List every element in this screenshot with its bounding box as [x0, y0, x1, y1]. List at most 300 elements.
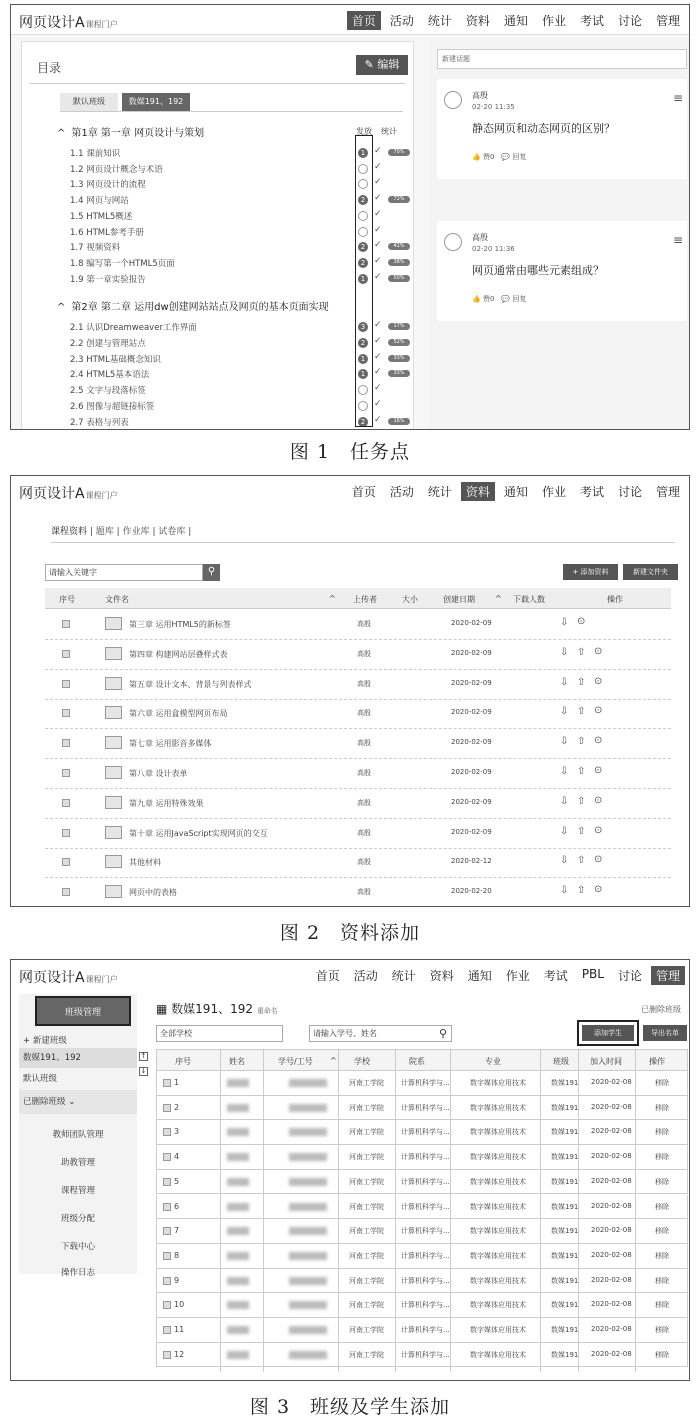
table-row[interactable]: [156, 1071, 688, 1096]
created-date: 2020-02-09: [451, 797, 492, 806]
sidebar-item-download[interactable]: 下载中心: [60, 1242, 95, 1252]
major: 数字媒体应用技术: [470, 1177, 526, 1186]
join-date: 2020-02-08: [591, 1250, 632, 1259]
publish-status-icon[interactable]: 1: [358, 369, 368, 379]
search-placeholder: 请输入学号、姓名: [313, 1029, 377, 1038]
menu-icon[interactable]: ≡: [672, 233, 683, 247]
table-row[interactable]: [156, 1120, 688, 1145]
column-separator: [263, 1049, 264, 1372]
check-icon: ✓: [374, 177, 382, 188]
nav-item[interactable]: 资料: [461, 482, 495, 501]
figure-3-class-management: [10, 959, 690, 1381]
row-checkbox[interactable]: [62, 799, 70, 807]
lesson-item[interactable]: 1.3 网页设计的流程: [70, 180, 146, 191]
resource-tabs: 课程资料 | 题库 | 作业库 | 试卷库 |: [51, 527, 192, 537]
blurred-name: [227, 1153, 249, 1161]
remove-link[interactable]: 移除: [655, 1350, 669, 1359]
class-name: 数媒191: [551, 1276, 579, 1285]
add-material-button[interactable]: + 添加资料: [563, 564, 618, 580]
uploader: 高殷: [357, 769, 371, 777]
lesson-item[interactable]: 2.6 图像与超链接标签: [70, 401, 155, 412]
th-filename[interactable]: 文件名: [105, 595, 129, 604]
blurred-name: [227, 1351, 249, 1359]
table-row[interactable]: [156, 1343, 688, 1368]
tabs-divider: [60, 111, 403, 112]
school: 河南工学院: [349, 1350, 384, 1359]
folder-icon: [105, 796, 122, 809]
table-row[interactable]: [45, 610, 671, 640]
join-date: 2020-02-08: [591, 1275, 632, 1284]
class-name: 数媒191: [551, 1153, 579, 1162]
row-checkbox[interactable]: [163, 1252, 171, 1260]
move-up-icon[interactable]: ↑: [140, 1052, 147, 1060]
status-highlight-box: [355, 135, 373, 427]
nav-item[interactable]: 统计: [391, 969, 416, 983]
row-checkbox[interactable]: [163, 1326, 171, 1334]
publish-status-icon[interactable]: 3: [358, 322, 368, 332]
table-row[interactable]: [156, 1293, 688, 1318]
upload-icon[interactable]: ⇧: [577, 676, 586, 688]
upload-icon[interactable]: ⇧: [577, 646, 586, 658]
more-circle-icon[interactable]: ⊙: [594, 735, 603, 747]
blurred-id: [289, 1227, 327, 1235]
post-title[interactable]: 静态网页和动态网页的区别？: [472, 122, 615, 135]
remove-link[interactable]: 移除: [655, 1227, 669, 1236]
nav-item[interactable]: 统计: [427, 14, 452, 28]
more-circle-icon[interactable]: ⊙: [594, 854, 603, 866]
remove-link[interactable]: 移除: [655, 1251, 669, 1260]
nav-item[interactable]: 考试: [543, 969, 568, 983]
download-icon[interactable]: ⇩: [560, 646, 569, 658]
brand-title: 网页设计A: [19, 15, 85, 31]
created-date: 2020-02-09: [451, 827, 492, 836]
blurred-id: [289, 1277, 327, 1285]
table-row[interactable]: [45, 848, 671, 878]
remove-link[interactable]: 移除: [655, 1301, 669, 1310]
row-index: 8: [174, 1250, 180, 1260]
table-row[interactable]: [156, 1096, 688, 1121]
progress-pill: 33%: [388, 355, 410, 362]
upload-icon[interactable]: ⇧: [577, 766, 586, 777]
nav-item[interactable]: 通知: [467, 969, 492, 983]
lesson-item[interactable]: 1.4 网页与网站: [70, 196, 129, 207]
upload-icon[interactable]: ⇧: [577, 885, 586, 897]
chapter-title[interactable]: [57, 124, 204, 139]
lesson-item[interactable]: 1.7 视频资料: [70, 243, 121, 254]
nav-item[interactable]: 统计: [427, 485, 452, 499]
comment-icon[interactable]: 💬: [501, 295, 511, 303]
class-name: 数媒191: [551, 1227, 579, 1236]
file-name[interactable]: 网页中的表格: [129, 888, 177, 898]
class-name: 数媒191、192: [171, 1002, 253, 1016]
upload-icon[interactable]: ⇧: [577, 706, 586, 718]
row-checkbox[interactable]: [62, 888, 70, 896]
thumb-up-icon[interactable]: 👍: [472, 153, 481, 161]
thumb-up-icon[interactable]: 👍: [472, 295, 481, 303]
sidebar-item-ta[interactable]: 助教管理: [60, 1158, 95, 1168]
row-checkbox[interactable]: [62, 769, 70, 777]
download-icon[interactable]: ⇩: [560, 825, 569, 837]
row-index: 1: [174, 1078, 180, 1087]
file-name[interactable]: 第九章 运用特殊效果: [129, 798, 204, 808]
nav-item[interactable]: 讨论: [617, 969, 642, 983]
class-title: [156, 1000, 278, 1017]
brand-subtitle: 课程门户: [85, 20, 118, 29]
post-card[interactable]: [437, 79, 687, 179]
publish-status-icon[interactable]: 2: [358, 242, 368, 252]
nav-item[interactable]: 作业: [541, 14, 566, 28]
sort-icon[interactable]: ^: [495, 594, 502, 603]
post-title[interactable]: 网页通常由哪些元素组成？: [472, 264, 604, 277]
deleted-students-link[interactable]: 已删除班级: [641, 1005, 681, 1014]
row-checkbox[interactable]: [62, 739, 70, 747]
publish-status-icon[interactable]: 2: [358, 195, 368, 205]
search-icon[interactable]: ⚲: [203, 564, 220, 581]
progress-pill: 33%: [388, 370, 410, 377]
like-count[interactable]: 赞0: [482, 153, 495, 161]
lesson-item[interactable]: 1.1 课前知识: [70, 149, 121, 159]
th-student-id[interactable]: 学号/工号: [278, 1057, 313, 1066]
more-circle-icon[interactable]: ⊙: [594, 794, 603, 806]
lesson-item[interactable]: 2.2 创建与管理站点: [70, 339, 146, 349]
new-folder-button[interactable]: 新建文件夹: [623, 564, 678, 580]
column-separator: [220, 1049, 221, 1372]
student-search-input[interactable]: [309, 1025, 452, 1042]
uploader: 高殷: [357, 679, 371, 688]
column-separator: [338, 1049, 339, 1372]
department: 计算机科学与...: [401, 1350, 450, 1359]
download-icon[interactable]: ⇩: [560, 885, 569, 897]
tab-homework-bank[interactable]: 作业库: [122, 527, 150, 537]
school-select[interactable]: 全部学校: [156, 1025, 283, 1042]
table-row[interactable]: [156, 1145, 688, 1170]
file-name[interactable]: 第三章 运用HTML5的新标签: [129, 620, 231, 629]
table-row[interactable]: [156, 1318, 688, 1343]
nav-item[interactable]: 考试: [579, 14, 604, 28]
sidebar-item-course[interactable]: 课程管理: [60, 1186, 95, 1196]
export-list-button[interactable]: 导出名单: [643, 1025, 687, 1041]
discussion-panel: [429, 41, 690, 430]
progress-pill: 17%: [388, 323, 410, 330]
course-brand[interactable]: [19, 967, 118, 987]
upload-icon[interactable]: ⇧: [577, 825, 586, 837]
chevron-up-icon[interactable]: ^: [57, 128, 66, 139]
download-icon[interactable]: ⇩: [560, 736, 569, 748]
publish-status-icon[interactable]: 1: [358, 354, 368, 364]
course-brand[interactable]: [19, 483, 118, 503]
post-actions: [472, 294, 526, 304]
nav-item[interactable]: PBL: [581, 967, 604, 981]
file-name[interactable]: 第十章 运用JavaScript实现网页的交互: [129, 828, 268, 838]
top-bar: [11, 5, 689, 35]
post-author[interactable]: 高殷: [472, 91, 488, 100]
lesson-item[interactable]: 2.3 HTML基础概念知识: [70, 354, 161, 365]
table-row[interactable]: [45, 729, 671, 759]
department: 计算机科学与...: [401, 1103, 450, 1112]
major: 数字媒体应用技术: [470, 1079, 526, 1087]
more-circle-icon[interactable]: ⊙: [594, 705, 603, 717]
class-name: 数媒191: [551, 1079, 579, 1087]
lesson-item[interactable]: 1.9 第一章实验报告: [70, 274, 146, 285]
nav-item[interactable]: 首页: [315, 969, 340, 983]
download-icon[interactable]: ⇩: [560, 795, 569, 807]
file-name[interactable]: 第八章 设计表单: [129, 769, 188, 778]
nav-item[interactable]: 考试: [579, 485, 604, 499]
uploader: 高殷: [357, 888, 371, 897]
th-uploader: 上传者: [353, 595, 377, 604]
download-icon[interactable]: ⇩: [560, 855, 569, 867]
nav-item[interactable]: 管理: [655, 14, 680, 28]
lesson-item[interactable]: 2.1 认识Dreamweaver工作界面: [70, 323, 197, 334]
nav-item[interactable]: 管理: [655, 485, 680, 499]
publish-status-icon[interactable]: 2: [358, 338, 368, 348]
download-icon[interactable]: ⇩: [560, 617, 569, 628]
th-created-date[interactable]: 创建日期: [443, 595, 475, 604]
row-index: 12: [174, 1349, 185, 1359]
publish-status-icon[interactable]: 1: [358, 274, 368, 284]
nav-item[interactable]: 讨论: [617, 14, 642, 28]
upload-icon[interactable]: ⇧: [577, 855, 586, 867]
nav-item[interactable]: 作业: [541, 485, 566, 499]
reply-link[interactable]: 回复: [512, 295, 527, 303]
table-row[interactable]: [45, 640, 671, 670]
nav-item[interactable]: 讨论: [617, 485, 642, 499]
table-row[interactable]: [45, 789, 671, 819]
chapter-label: 第2章 第二章 运用dw创建网站站点及网页的基本页面实现: [71, 302, 329, 314]
remove-link[interactable]: 移除: [655, 1326, 669, 1334]
course-brand[interactable]: [19, 12, 118, 32]
new-topic-input[interactable]: 新建话题: [437, 49, 687, 69]
brand-title: 网页设计A: [19, 486, 85, 502]
lesson-item[interactable]: 2.7 表格与列表: [70, 417, 129, 428]
add-student-button[interactable]: 添加学生: [582, 1025, 634, 1041]
row-checkbox[interactable]: [163, 1227, 171, 1235]
folder-icon: [105, 736, 122, 749]
nav-item[interactable]: 作业: [505, 969, 530, 983]
publish-status-icon[interactable]: 2: [358, 417, 368, 427]
comment-icon[interactable]: 💬: [501, 153, 511, 161]
col-publish: 发放: [356, 127, 372, 136]
lesson-item[interactable]: 1.5 HTML5概述: [70, 211, 133, 222]
nav-item[interactable]: 首页: [351, 485, 376, 499]
th-index: 序号: [59, 595, 75, 604]
publish-status-icon[interactable]: 1: [358, 148, 368, 158]
column-separator: [635, 1049, 636, 1372]
created-date: 2020-02-09: [451, 768, 492, 776]
sidebar-item-class-assign[interactable]: 班级分配: [60, 1214, 95, 1224]
sidebar-item-teacher-team[interactable]: 教师团队管理: [52, 1130, 104, 1140]
th-class: 班级: [553, 1057, 569, 1066]
deleted-classes-toggle[interactable]: 已删除班级 ⌄: [19, 1090, 137, 1114]
sort-icon[interactable]: ^: [330, 1056, 337, 1065]
table-row[interactable]: [156, 1195, 688, 1220]
nav-item[interactable]: 通知: [503, 14, 528, 28]
keyword-search-input[interactable]: 请输入关键字: [45, 564, 203, 581]
check-icon: ✓: [374, 336, 382, 346]
uploader: 高殷: [357, 828, 371, 837]
row-checkbox[interactable]: [163, 1203, 171, 1211]
table-row[interactable]: [45, 670, 671, 700]
remove-link[interactable]: 移除: [655, 1103, 669, 1112]
qr-icon: ▦: [156, 1002, 168, 1016]
row-index: 4: [174, 1152, 180, 1162]
class-item[interactable]: 默认班级: [23, 1074, 58, 1084]
table-row[interactable]: [156, 1170, 688, 1195]
edit-button[interactable]: ✎ 编辑: [356, 55, 408, 75]
like-count[interactable]: 赞0: [482, 295, 495, 303]
file-name[interactable]: 第七章 运用影音多媒体: [129, 739, 212, 749]
remove-link[interactable]: 移除: [655, 1177, 669, 1186]
check-icon: ✓: [374, 367, 382, 378]
divider: [51, 542, 675, 543]
more-circle-icon[interactable]: ⊙: [594, 824, 603, 836]
more-circle-icon[interactable]: ⊙: [594, 675, 603, 687]
nav-item[interactable]: 首页: [347, 11, 381, 30]
column-separator: [540, 1049, 541, 1372]
menu-icon[interactable]: ≡: [672, 91, 683, 105]
table-row[interactable]: [156, 1244, 688, 1269]
move-down-icon[interactable]: ↓: [140, 1067, 147, 1075]
row-index: 3: [174, 1127, 180, 1137]
th-downloads: 下载人数: [513, 595, 545, 604]
reply-link[interactable]: 回复: [512, 153, 527, 161]
more-circle-icon[interactable]: ⊙: [594, 765, 603, 776]
major: 数字媒体应用技术: [470, 1350, 526, 1359]
lesson-item[interactable]: 2.5 文字与段落标签: [70, 386, 146, 397]
column-separator: [450, 1049, 451, 1372]
new-class-button[interactable]: + 新建班级: [23, 1036, 67, 1046]
th-name: 姓名: [229, 1057, 245, 1066]
row-checkbox[interactable]: [163, 1277, 171, 1285]
join-date: 2020-02-08: [591, 1102, 632, 1111]
nav-item[interactable]: 活动: [389, 14, 414, 28]
post-author[interactable]: 高殷: [472, 233, 488, 242]
search-icon[interactable]: ⚲: [438, 1027, 447, 1040]
publish-status-icon[interactable]: 2: [358, 258, 368, 268]
progress-pill: 16%: [388, 418, 410, 425]
uploader: 高殷: [357, 709, 371, 718]
table-row[interactable]: [45, 699, 671, 729]
post-card[interactable]: [437, 221, 687, 321]
rename-link[interactable]: 重命名: [256, 1007, 278, 1015]
tab-question-bank[interactable]: 题库: [95, 527, 114, 537]
tab-exam-bank[interactable]: 试卷库: [158, 527, 186, 537]
table-row[interactable]: [45, 819, 671, 849]
row-checkbox[interactable]: [62, 680, 70, 688]
file-name[interactable]: 第四章 构建网站层叠样式表: [129, 649, 228, 659]
tab-class-shumei[interactable]: 数媒191、192: [122, 93, 190, 111]
row-checkbox[interactable]: [163, 1104, 171, 1112]
file-name[interactable]: 第六章 运用盒模型网页布局: [129, 709, 228, 719]
col-stat: 统计: [381, 127, 397, 136]
check-icon: ✓: [374, 351, 382, 362]
folder-icon: [105, 885, 122, 898]
class-item[interactable]: 数媒191、192: [19, 1048, 137, 1068]
th-size: 大小: [402, 595, 418, 604]
main-nav: [343, 11, 685, 30]
created-date: 2020-02-09: [451, 708, 492, 717]
lesson-item[interactable]: 1.6 HTML参考手册: [70, 227, 144, 238]
check-icon: ✓: [374, 320, 382, 331]
school: 河南工学院: [349, 1128, 384, 1137]
table-row[interactable]: [45, 878, 671, 907]
uploader: 高殷: [357, 798, 371, 807]
brand-subtitle: 课程门户: [85, 975, 118, 984]
sidebar-item-log[interactable]: 操作日志: [60, 1268, 95, 1278]
table-row[interactable]: [45, 759, 671, 789]
more-circle-icon[interactable]: ⊙: [577, 616, 586, 627]
row-checkbox[interactable]: [62, 829, 70, 837]
tab-course-materials[interactable]: 课程资料: [51, 527, 88, 537]
remove-link[interactable]: 移除: [655, 1276, 669, 1285]
department: 计算机科学与...: [401, 1153, 450, 1162]
tab-default-class[interactable]: 默认班级: [60, 93, 118, 111]
row-checkbox[interactable]: [163, 1079, 171, 1087]
row-checkbox[interactable]: [163, 1128, 171, 1136]
major: 数字媒体应用技术: [470, 1251, 526, 1260]
lesson-item[interactable]: 1.8 编写第一个HTML5页面: [70, 258, 175, 269]
department: 计算机科学与...: [401, 1301, 450, 1310]
created-date: 2020-02-20: [451, 887, 492, 896]
upload-icon[interactable]: ⇧: [577, 736, 586, 748]
more-circle-icon[interactable]: ⊙: [594, 645, 603, 657]
check-icon: ✓: [374, 146, 382, 156]
sidebar: [19, 994, 137, 1278]
remove-link[interactable]: 移除: [655, 1079, 669, 1087]
more-circle-icon[interactable]: ⊙: [594, 884, 603, 896]
nav-item[interactable]: 通知: [503, 485, 528, 499]
lesson-item[interactable]: 1.2 网页设计概念与术语: [70, 164, 163, 175]
nav-item[interactable]: 活动: [389, 485, 414, 499]
nav-item[interactable]: 管理: [651, 966, 685, 985]
row-checkbox[interactable]: [163, 1153, 171, 1161]
table-row[interactable]: [156, 1269, 688, 1294]
uploader: 高殷: [357, 649, 371, 658]
nav-item[interactable]: 资料: [465, 14, 490, 28]
chevron-up-icon[interactable]: ^: [57, 302, 66, 314]
file-name[interactable]: 第五章 设计文本、背景与列表样式: [129, 679, 252, 689]
file-name[interactable]: 其他材料: [129, 858, 161, 868]
blurred-id: [289, 1104, 327, 1112]
download-icon[interactable]: ⇩: [560, 676, 569, 688]
remove-link[interactable]: 移除: [655, 1202, 669, 1211]
row-checkbox[interactable]: [62, 709, 70, 717]
lesson-item[interactable]: 2.4 HTML5基本语法: [70, 370, 150, 381]
column-separator: [578, 1049, 579, 1372]
remove-link[interactable]: 移除: [655, 1128, 669, 1137]
row-checkbox[interactable]: [62, 858, 70, 866]
row-checkbox[interactable]: [62, 620, 70, 628]
upload-icon[interactable]: ⇧: [577, 795, 586, 807]
download-icon[interactable]: ⇩: [560, 766, 569, 777]
major: 数字媒体应用技术: [470, 1153, 526, 1162]
sidebar-item-class-management[interactable]: 班级管理: [35, 996, 131, 1026]
th-department: 院系: [409, 1057, 425, 1066]
nav-item[interactable]: 资料: [429, 969, 454, 983]
school: 河南工学院: [349, 1251, 384, 1260]
row-checkbox[interactable]: [163, 1351, 171, 1359]
sort-icon[interactable]: ^: [329, 594, 336, 603]
chapter-title[interactable]: [57, 298, 329, 313]
remove-link[interactable]: 移除: [655, 1153, 669, 1162]
nav-item[interactable]: 活动: [353, 969, 378, 983]
join-date: 2020-02-08: [591, 1127, 632, 1136]
table-row[interactable]: [156, 1219, 688, 1244]
row-checkbox[interactable]: [62, 650, 70, 658]
download-icon[interactable]: ⇩: [560, 706, 569, 718]
row-checkbox[interactable]: [163, 1301, 171, 1309]
row-checkbox[interactable]: [163, 1178, 171, 1186]
